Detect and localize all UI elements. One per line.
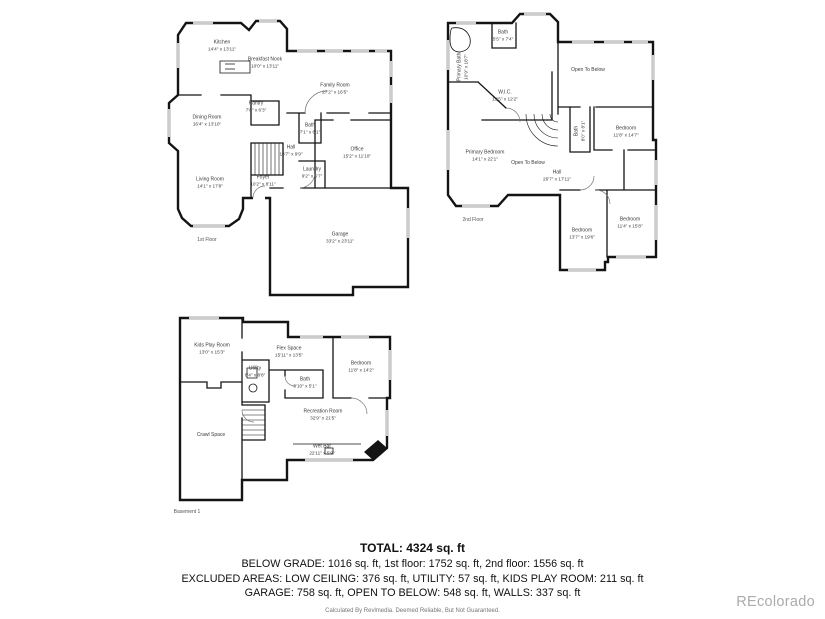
room-label: Open To Below (511, 159, 545, 166)
room-label: Bath 5'5" x 7'4" (492, 29, 514, 42)
first-floor-labels (165, 13, 430, 303)
room-label: Bedroom 11'8" x 14'7" (613, 125, 639, 138)
room-label: Breakfast Nook 10'0" x 13'11" (247, 56, 283, 69)
room-label: Recreation Room 32'9" x 21'5" (303, 408, 343, 421)
second-floor-plan (432, 10, 672, 272)
room-label: Bedroom 13'7" x 19'6" (569, 227, 595, 240)
room-label: Kitchen 14'4" x 13'11" (208, 39, 236, 52)
room-label: Dining Room 16'4" x 13'10" (192, 114, 222, 127)
summary-line-garage: GARAGE: 758 sq. ft, OPEN TO BELOW: 548 sq. ft, WALLS: 337 sq. ft (244, 587, 581, 600)
area-summary (0, 541, 825, 614)
first-floor-plan (165, 13, 430, 303)
room-label: Foyer 10'2" x 8'11" (250, 174, 276, 187)
room-label: Kids Play Room 13'0" x 15'3" (194, 342, 230, 355)
room-label: Bath 8'10" x 5'1" (293, 376, 317, 389)
room-label: Bath 7'1" x 6'1" (299, 122, 321, 135)
total-area: TOTAL: 4324 sq. ft (360, 541, 465, 555)
recolorado-watermark: REcolorado (736, 594, 815, 610)
room-label: Primary Bath 10'9" x 18'7" (456, 52, 469, 82)
floor-caption: 1st Floor (197, 237, 217, 243)
basement-floor-plan (165, 310, 410, 520)
room-label: Bedroom 11'8" x 14'2" (348, 360, 374, 373)
room-label: Open To Below (571, 66, 605, 73)
room-label: Hall 13'7" x 9'9" (279, 144, 303, 157)
room-label: Utility 6'4" x 8'8" (244, 365, 266, 378)
floor-caption: 2nd Floor (462, 217, 484, 223)
room-label: Crawl Space (196, 431, 226, 438)
room-label: W.I.C. 19'5" x 12'2" (492, 89, 518, 102)
room-label: Garage 33'2" x 23'11" (326, 231, 354, 244)
basement-labels (165, 310, 410, 520)
room-label: Pantry 7'8" x 6'3" (245, 100, 267, 113)
disclaimer-text: Calculated By Revlmedia. Deemed Reliable, But Not Guaranteed. (325, 607, 500, 614)
room-label: Office 15'2" x 11'10" (343, 146, 371, 159)
summary-line-grades: BELOW GRADE: 1016 sq. ft, 1st floor: 1752 sq. ft, 2nd floor: 1556 sq. ft (241, 558, 584, 570)
room-label: Family Room 27'2" x 16'5" (320, 82, 350, 95)
room-label: Living Room 14'1" x 17'8" (196, 176, 224, 189)
room-label: Bedroom 11'4" x 15'8" (617, 216, 643, 229)
room-label: Laundry 9'2" x 6'7" (301, 166, 323, 179)
room-label: Hall 26'7" x 17'11" (543, 169, 571, 182)
room-label: Wet Bar 22'11" x 5'9" (309, 443, 335, 456)
floor-caption: Basement 1 (173, 509, 201, 515)
room-label: Bath 8'0" x 8'1" (573, 120, 586, 142)
summary-line-excluded: EXCLUDED AREAS: LOW CEILING: 376 sq. ft, UTILITY: 57 sq. ft, KIDS PLAY ROOM: 211 sq. ft (181, 572, 644, 585)
room-label: Flex Space 15'11" x 13'5" (275, 345, 303, 358)
room-label: Primary Bedroom 14'1" x 22'1" (465, 149, 505, 162)
second-floor-labels (432, 10, 672, 272)
